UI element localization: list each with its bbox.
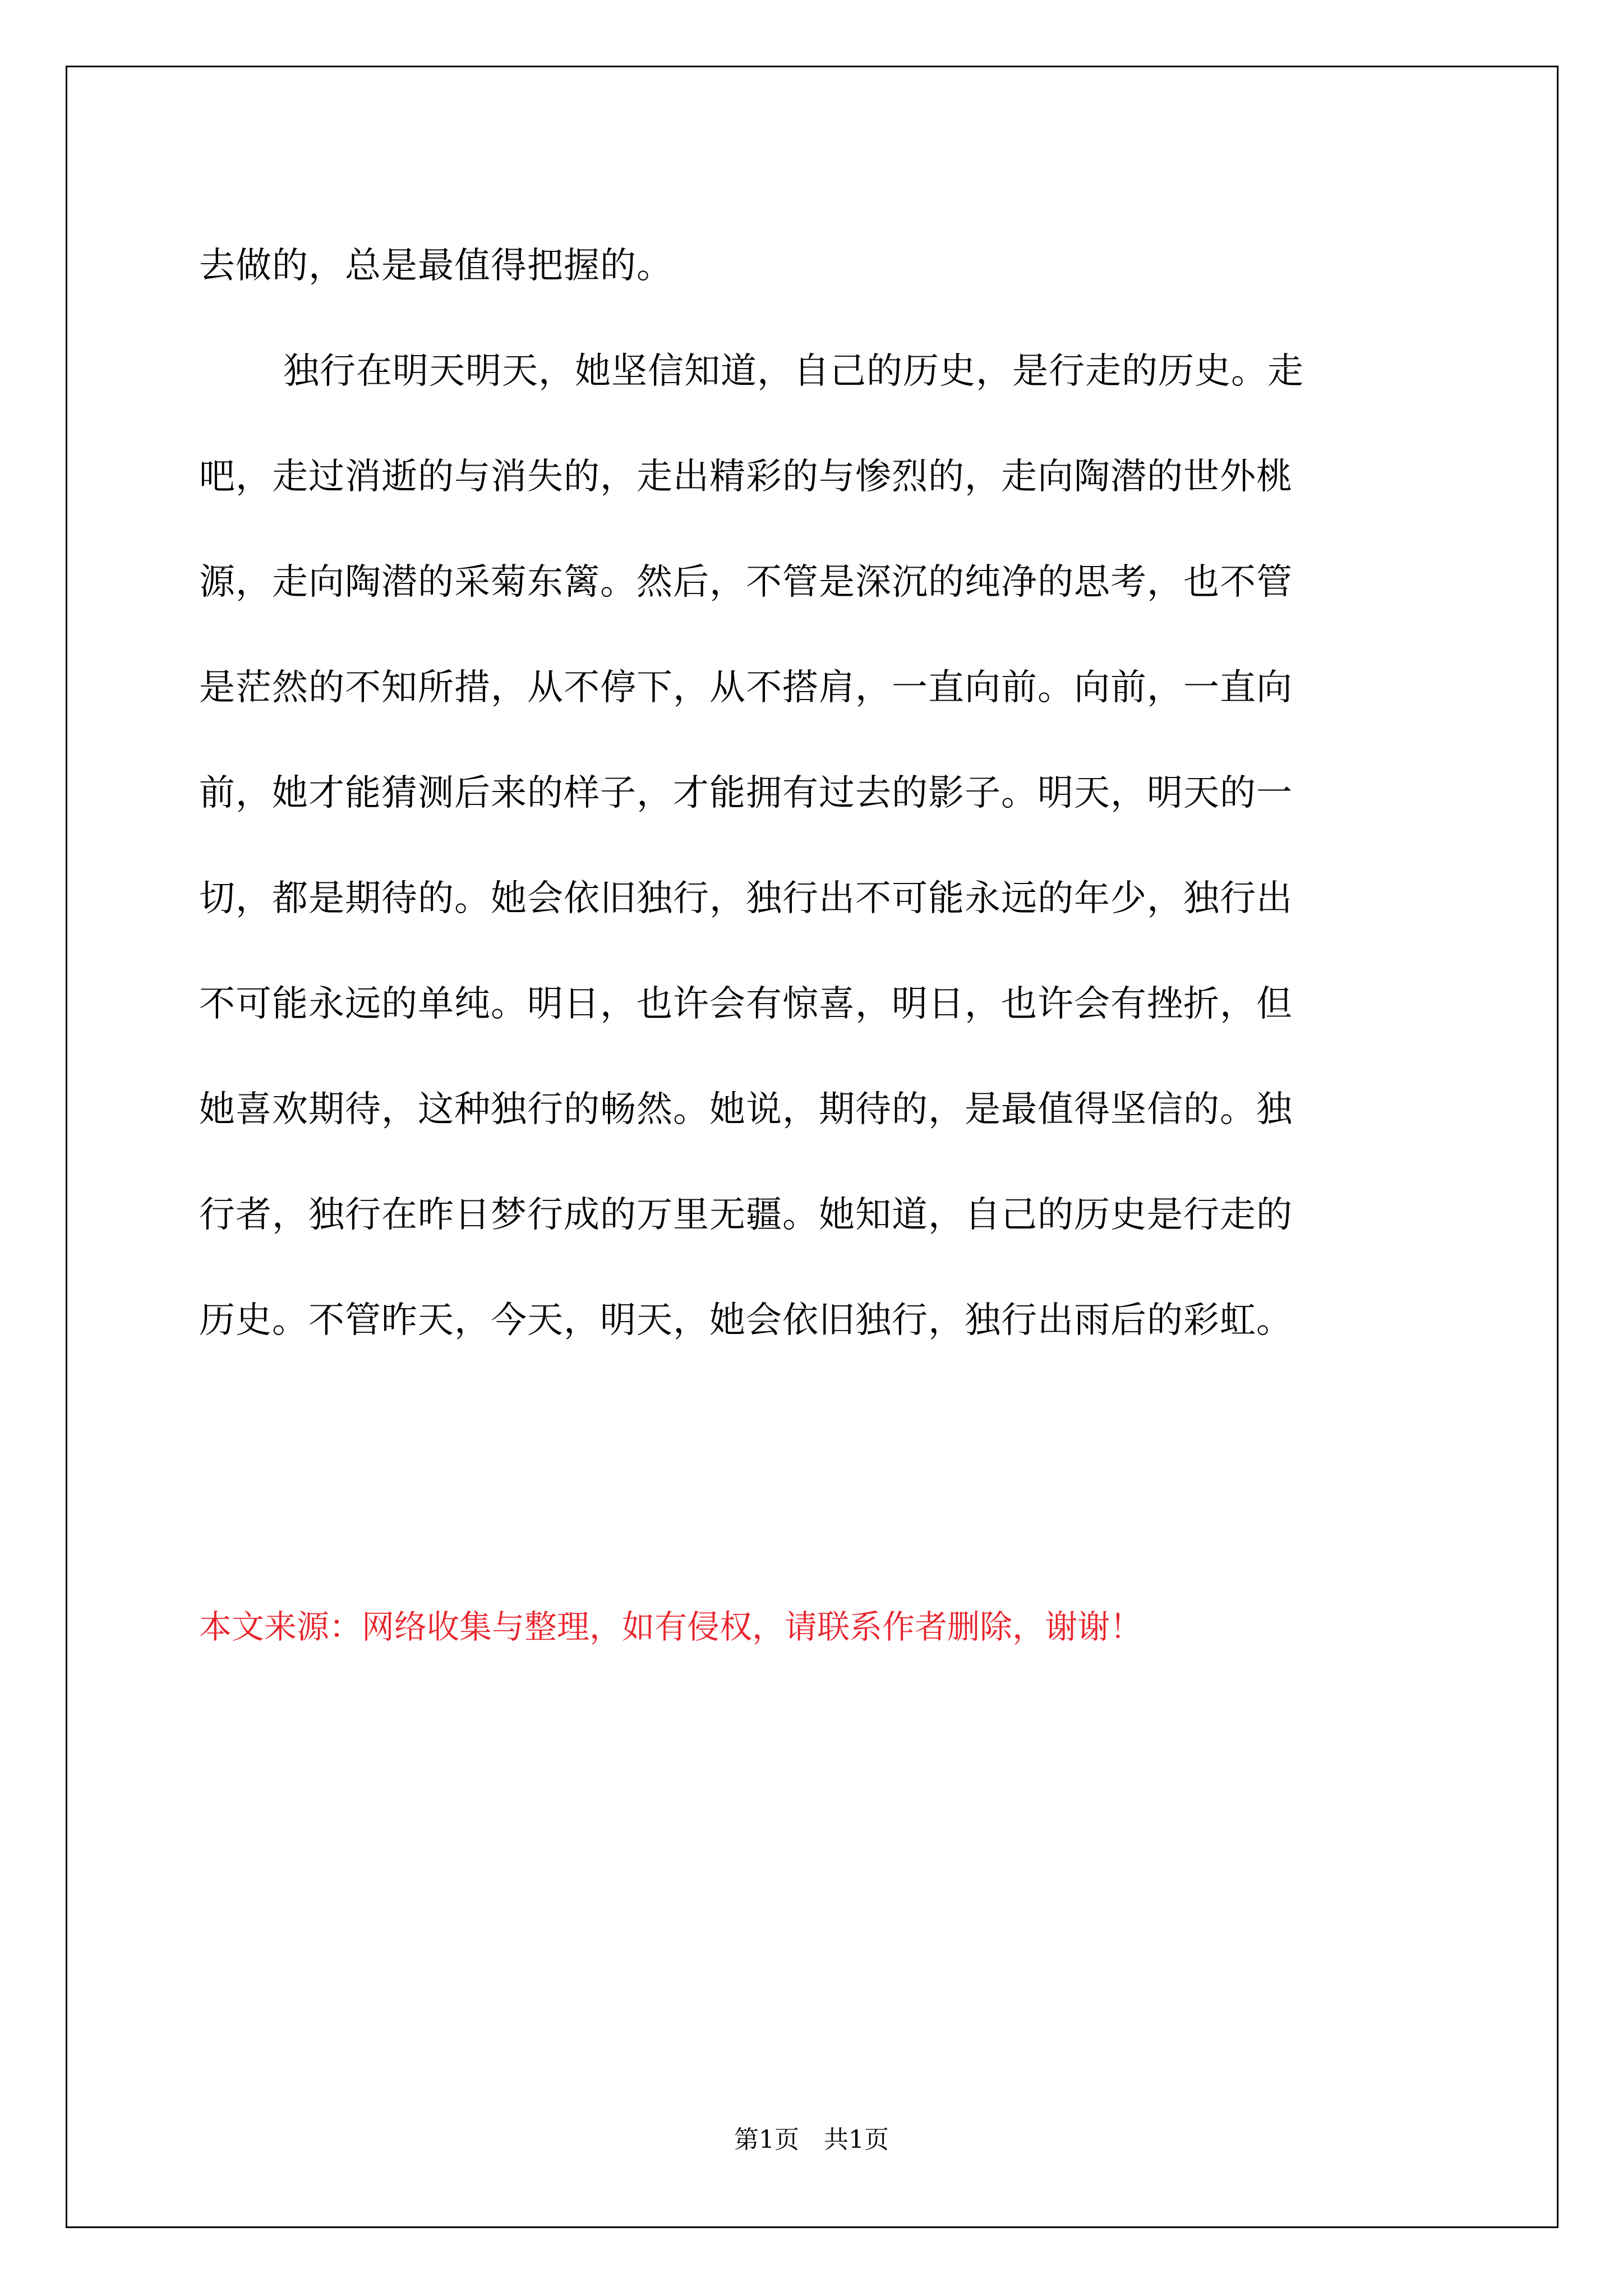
paragraph-line: 前，她才能猜测后来的样子，才能拥有过去的影子。明天，明天的一 [199,772,1293,814]
paragraph-line: 是茫然的不知所措，从不停下，从不搭肩，一直向前。向前，一直向 [199,667,1293,708]
paragraph-line: 源，走向陶潜的采菊东篱。然后，不管是深沉的纯净的思考，也不管 [199,562,1293,603]
paragraph-line: 吧，走过消逝的与消失的，走出精彩的与惨烈的，走向陶潜的世外桃 [199,456,1293,498]
paragraph-line: 去做的，总是最值得把握的。 [199,245,673,287]
paragraph-line: 切，都是期待的。她会依旧独行，独行出不可能永远的年少，独行出 [199,878,1293,919]
source-note: 本文来源：网络收集与整理，如有侵权，请联系作者删除，谢谢！ [199,1608,1143,1646]
document-body [199,213,1438,1373]
page-footer: 第1页 共1页 [734,2125,889,2154]
paragraph-line: 行者，独行在昨日梦行成的万里无疆。她知道，自己的历史是行走的 [199,1194,1293,1236]
paragraph-line: 独行在明天明天，她坚信知道，自己的历史，是行走的历史。走 [283,351,1304,392]
paragraph-line: 不可能永远的单纯。明日，也许会有惊喜，明日，也许会有挫折，但 [199,983,1293,1025]
paragraph-line: 她喜欢期待，这种独行的畅然。她说，期待的，是最值得坚信的。独 [199,1089,1293,1130]
paragraph-line: 历史。不管昨天，今天，明天，她会依旧独行，独行出雨后的彩虹。 [199,1300,1293,1341]
